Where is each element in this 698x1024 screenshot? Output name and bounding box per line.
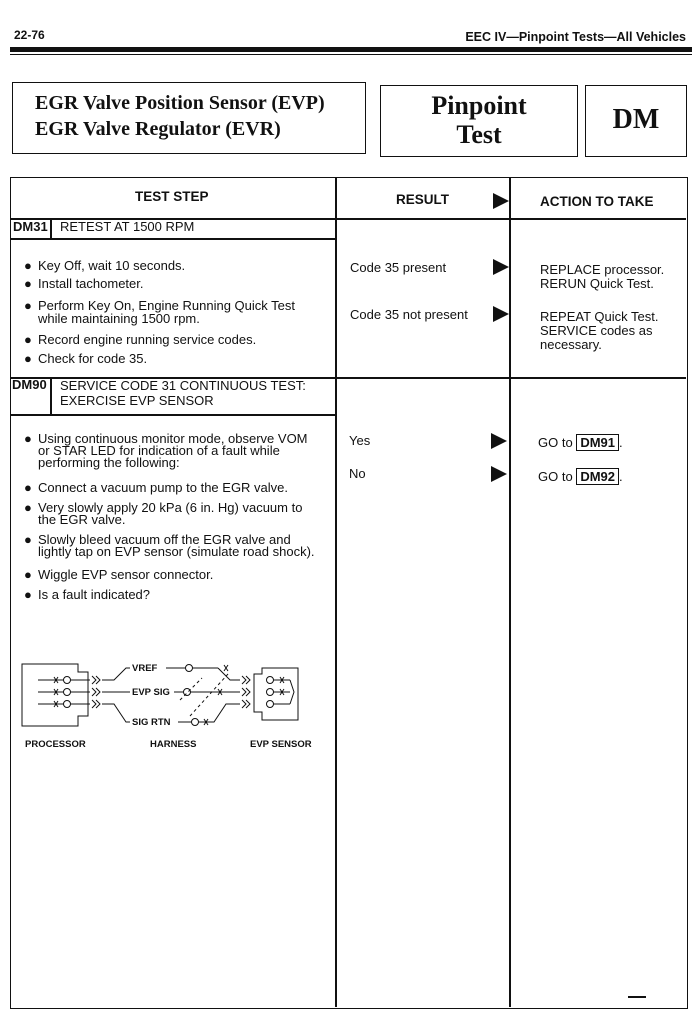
bullet-icon: ● — [24, 258, 32, 273]
bullet-icon: ● — [24, 500, 32, 515]
bullet-icon: ● — [24, 351, 32, 366]
dm90-action-no[interactable]: GO to DM92 . — [538, 469, 623, 484]
dm31-result-2: Code 35 not present — [350, 307, 468, 322]
goto-dm91-link[interactable]: DM91 — [576, 434, 619, 451]
pinpoint-label: Pinpoint — [431, 91, 527, 120]
bullet-icon: ● — [24, 480, 32, 495]
processor-connector-icon — [22, 664, 88, 726]
caption-processor: PROCESSOR — [25, 739, 86, 750]
column-divider-result — [335, 178, 337, 1007]
header-rule-thin — [10, 54, 692, 55]
title-box — [12, 82, 366, 154]
bullet-icon: ● — [24, 298, 32, 313]
dm90-action-yes[interactable]: GO to DM91 . — [538, 435, 623, 450]
test-label: Test — [456, 120, 502, 149]
dm90-result-yes: Yes — [349, 433, 371, 448]
title-line-1: EGR Valve Position Sensor (EVP) — [35, 92, 325, 114]
dm90-code-divider — [50, 377, 52, 414]
running-head: EEC IV—Pinpoint Tests—All Vehicles — [465, 30, 686, 44]
dm31-action-2: REPEAT Quick Test. SERVICE codes as necessary. — [540, 309, 659, 352]
caption-evp-sensor: EVP SENSOR — [250, 739, 312, 750]
bullet-icon: ● — [24, 276, 32, 291]
result-arrow-icon — [493, 259, 509, 275]
dm31-title-divider — [11, 238, 335, 240]
evp-sensor-connector-icon — [254, 668, 298, 720]
step-title-dm31: RETEST AT 1500 RPM — [60, 219, 195, 234]
bullet-icon: ● — [24, 431, 32, 446]
pinpoint-test-box — [380, 85, 578, 157]
goto-dm92-link[interactable]: DM92 — [576, 468, 619, 485]
header-action: ACTION TO TAKE — [540, 194, 654, 209]
bullet-icon: ● — [24, 567, 32, 582]
dm90-result-no: No — [349, 466, 366, 481]
test-code-box — [585, 85, 687, 157]
caption-harness: HARNESS — [150, 739, 197, 750]
footer-mark — [628, 996, 646, 998]
result-arrow-icon — [493, 306, 509, 322]
wire-label-sig-rtn: SIG RTN — [132, 717, 171, 728]
title-line-2: EGR Valve Regulator (EVR) — [35, 118, 281, 140]
header-test-step: TEST STEP — [135, 189, 209, 204]
dm31-code-divider — [50, 218, 52, 238]
result-arrow-icon — [491, 433, 507, 449]
header-result: RESULT — [396, 192, 449, 207]
wire-label-vref: VREF — [132, 663, 158, 674]
bullet-icon: ● — [24, 587, 32, 602]
dm90-title-divider — [11, 414, 335, 416]
bullet-icon: ● — [24, 332, 32, 347]
dm31-result-1: Code 35 present — [350, 260, 447, 275]
test-code: DM — [612, 104, 660, 135]
header-rule-thick — [10, 47, 692, 52]
page-number: 22-76 — [14, 28, 45, 42]
result-arrow-icon — [491, 466, 507, 482]
step-code-dm31: DM31 — [13, 219, 48, 234]
column-divider-action — [509, 178, 511, 1007]
step-code-dm90: DM90 — [12, 377, 47, 392]
header-arrow-icon — [493, 193, 509, 209]
step-title-dm90: SERVICE CODE 31 CONTINUOUS TEST: EXERCISE EVP SENSOR — [60, 378, 306, 408]
wire-label-evp-sig: EVP SIG — [132, 687, 170, 698]
evp-wiring-diagram — [18, 660, 318, 736]
bullet-icon: ● — [24, 532, 32, 547]
dm31-action-1: REPLACE processor. RERUN Quick Test. — [540, 262, 665, 291]
